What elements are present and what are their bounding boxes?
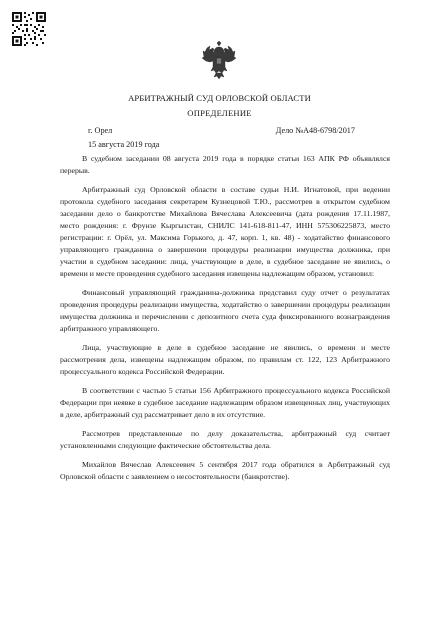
double-headed-eagle-emblem <box>201 40 237 80</box>
qr-code-icon <box>12 12 46 46</box>
paragraph: Арбитражный суд Орловской области в составе судьи Н.И. Игнатовой, при ведении протокола судебного заседания секретарем Кузнецовой Т.Ю., рассмотрев в открытом судебном заседании дело о банкротстве Михайлова Вячеслава Алексеевича (дата рождения 17.11.1987, место рождения: г. Фрунзе Кыргызстан, СНИЛС 141-618-811-47, ИНН 575306225873, место регистрации: г. Орёл, ул. Максима Горького, д. 47, корп. 1, кв. 48) - ходатайство финансового управляющего гражданина о завершении процедуры реализации имущества должника, при участии в судебном заседании: лица, участвующие в деле, в судебное заседание не явились, о времени и месте проведения судебного заседания извещены надлежащим образом, установил: <box>60 185 390 278</box>
paragraph: Михайлов Вячеслав Алексеевич 5 сентября 2017 года обратился в Арбитражный суд Орловской области с заявлением о несостоятельности (банкротстве). <box>60 460 390 481</box>
paragraph: Рассмотрев представленные по делу доказательства, арбитражный суд считает установленными следующие фактические обстоятельства дела. <box>60 429 390 450</box>
paragraph: Финансовый управляющий гражданина-должника представил суду отчет о результатах проведения процедуры реализации имущества, ходатайство о завершении процедуры реализации имущества должника и перечислении с депозитного счета суда фиксированного вознаграждения арбитражного управляющего. <box>60 288 390 333</box>
paragraph: В соответствии с частью 5 статьи 156 Арбитражного процессуального кодекса Российской Федерации при неявке в судебное заседание надлежащим образом извещенных лиц, участвующих в деле, арбитражный суд рассматривает дело в их отсутствие. <box>60 386 390 419</box>
paragraph: Лица, участвующие в деле в судебное заседание не явились, о времени и месте рассмотрения дела, извещены надлежащим образом, по правилам ст. 122, 123 Арбитражного процессуального кодекса Российской Федерации. <box>60 343 390 376</box>
document-type: ОПРЕДЕЛЕНИЕ <box>187 108 252 118</box>
case-number: Дело №А48-6798/2017 <box>275 126 355 135</box>
document-body <box>60 153 390 490</box>
paragraph: В судебном заседании 08 августа 2019 года в порядке статьи 163 АПК РФ объявлялся перерыв. <box>60 154 390 175</box>
city: г. Орел <box>88 126 113 135</box>
court-name: АРБИТРАЖНЫЙ СУД ОРЛОВСКОЙ ОБЛАСТИ <box>128 93 311 103</box>
decision-date: 15 августа 2019 года <box>88 140 160 149</box>
